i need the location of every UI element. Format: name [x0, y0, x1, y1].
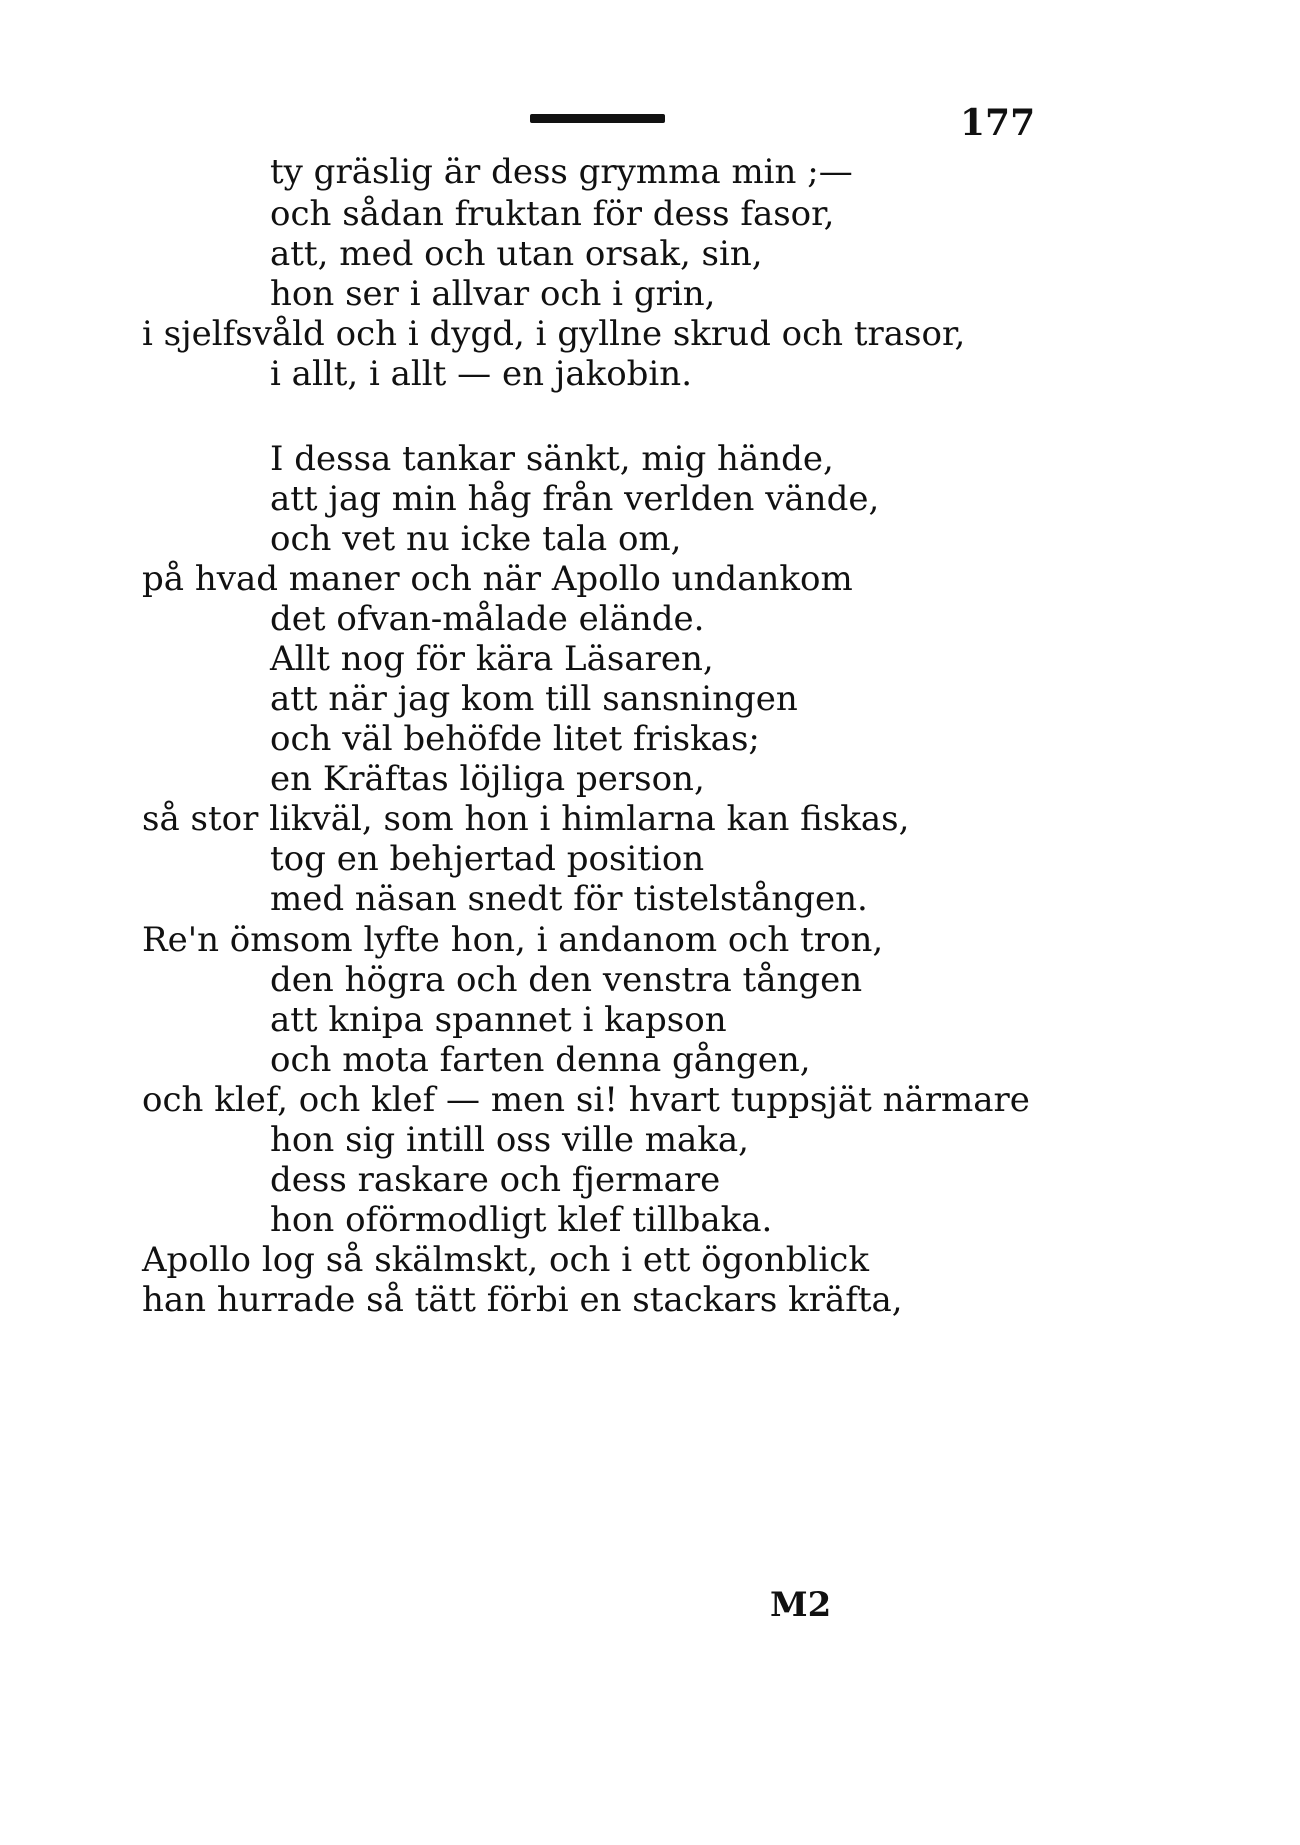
poem-line: så stor likväl, som hon i himlarna kan fiskas, [142, 799, 910, 839]
poem-line: och vet nu icke tala om, [270, 519, 682, 559]
poem-line: det ofvan-målade elände. [270, 599, 705, 639]
poem-line: I dessa tankar sänkt, mig hände, [270, 439, 834, 479]
poem-line: hon oförmodligt klef tillbaka. [270, 1200, 773, 1240]
poem-line: att knipa spannet i kapson [270, 1000, 727, 1040]
poem-line: med näsan snedt för tistelstången. [270, 879, 868, 919]
poem-line: och klef, och klef — men si! hvart tuppsjät närmare [142, 1080, 1030, 1120]
poem-line: Allt nog för kära Läsaren, [270, 639, 714, 679]
poem-line: Re'n ömsom lyfte hon, i andanom och tron, [142, 920, 884, 960]
poem-line: en Kräftas löjliga person, [270, 759, 705, 799]
poem-line: och sådan fruktan för dess fasor, [270, 194, 835, 234]
poem-line: dess raskare och fjermare [270, 1160, 721, 1200]
page-number: 177 [960, 102, 1036, 144]
poem-line: han hurrade så tätt förbi en stackars kräfta, [142, 1280, 903, 1320]
poem-line: att när jag kom till sansningen [270, 679, 798, 719]
poem-line: och väl behöfde litet friskas; [270, 719, 760, 759]
header-rule [530, 114, 665, 123]
poem-line: i sjelfsvåld och i dygd, i gyllne skrud och trasor, [142, 314, 966, 354]
poem-line: i allt, i allt — en jakobin. [270, 354, 693, 394]
signature-mark: M2 [770, 1585, 832, 1625]
poem-line: på hvad maner och när Apollo undankom [142, 559, 853, 599]
poem-line: den högra och den venstra tången [270, 960, 863, 1000]
poem-line: att jag min håg från verlden vände, [270, 479, 880, 519]
poem-line: ty gräslig är dess grymma min ;— [270, 152, 853, 192]
poem-line: hon ser i allvar och i grin, [270, 274, 716, 314]
poem-line: att, med och utan orsak, sin, [270, 234, 763, 274]
poem-line: tog en behjertad position [270, 839, 705, 879]
poem-line: hon sig intill oss ville maka, [270, 1120, 749, 1160]
poem-line: och mota farten denna gången, [270, 1040, 811, 1080]
poem-line: Apollo log så skälmskt, och i ett ögonblick [142, 1240, 869, 1280]
